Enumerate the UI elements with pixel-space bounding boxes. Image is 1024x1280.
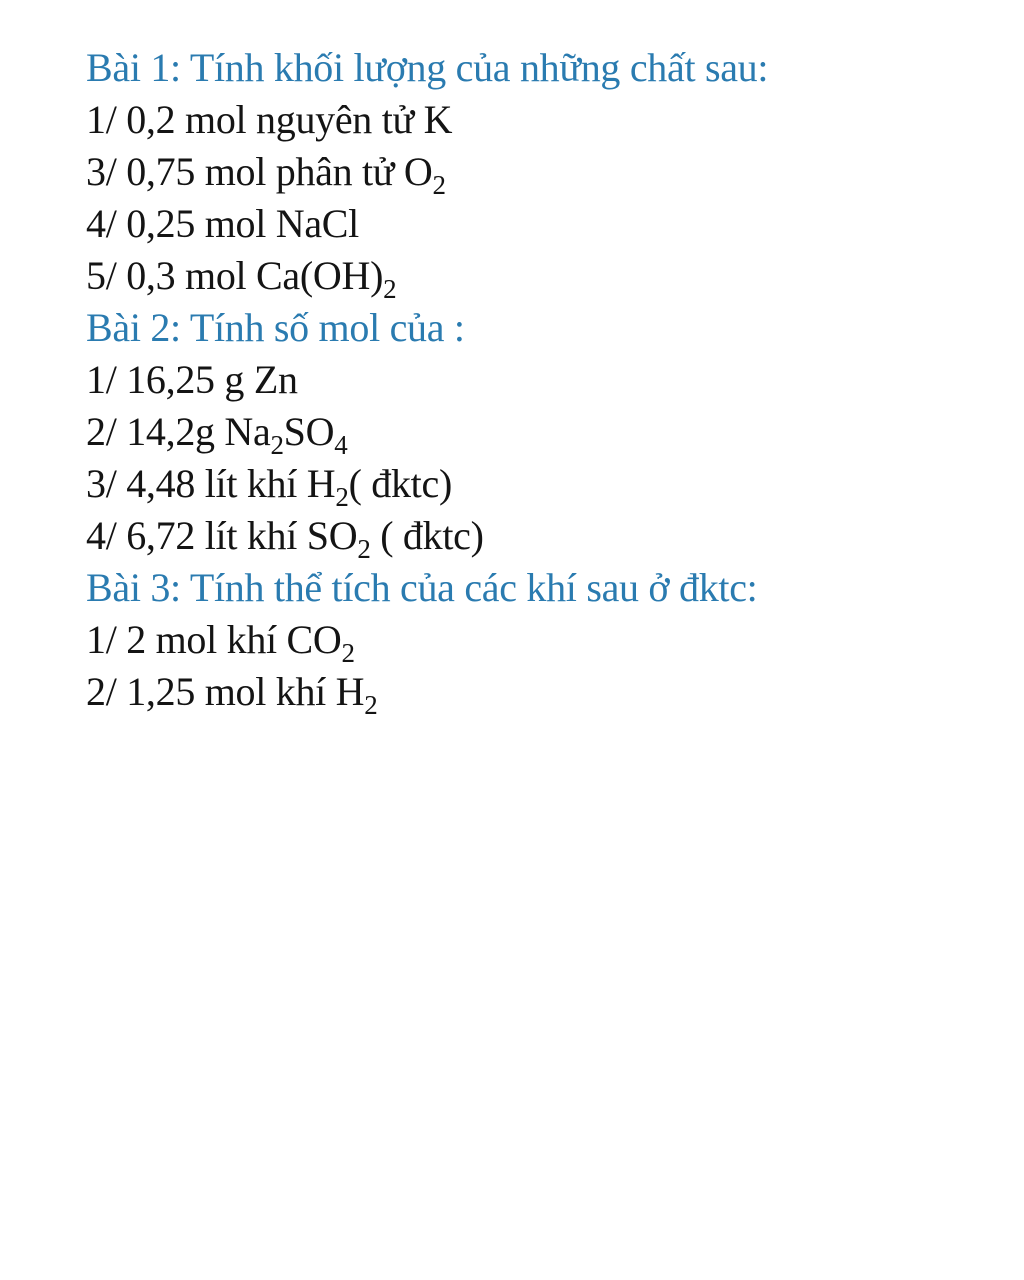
item-text: 1/ 0,2 mol nguyên tử K	[86, 97, 453, 142]
exercise-3-title: Bài 3: Tính thể tích của các khí sau ở đktc:	[86, 565, 758, 610]
exercise-3-item-1	[86, 614, 986, 666]
exercise-1-item-1	[86, 94, 986, 146]
subscript: 2	[335, 482, 349, 512]
subscript: 2	[357, 534, 371, 564]
item-text: 3/ 0,75 mol phân tử O	[86, 149, 433, 194]
item-text: 3/ 4,48 lít khí H	[86, 461, 336, 506]
item-text: 2/ 1,25 mol khí H	[86, 669, 365, 714]
item-text: 2/ 14,2g Na	[86, 409, 271, 454]
exercise-3-item-2	[86, 666, 986, 718]
exercise-list	[86, 42, 986, 718]
subscript: 2	[341, 638, 355, 668]
item-text-suffix: ( đktc)	[370, 513, 484, 558]
subscript: 2	[432, 170, 446, 200]
exercise-1-title: Bài 1: Tính khối lượng của những chất sau:	[86, 45, 769, 90]
exercise-1-item-4	[86, 250, 986, 302]
subscript: 4	[334, 430, 348, 460]
exercise-2-item-2	[86, 406, 986, 458]
subscript: 2	[383, 274, 397, 304]
exercise-2-title: Bài 2: Tính số mol của :	[86, 305, 465, 350]
item-text: 1/ 16,25 g Zn	[86, 357, 298, 402]
exercise-2-item-3	[86, 458, 986, 510]
item-text: 5/ 0,3 mol Ca(OH)	[86, 253, 384, 298]
subscript: 2	[270, 430, 284, 460]
exercise-1-item-3	[86, 198, 986, 250]
item-text: 4/ 0,25 mol NaCl	[86, 201, 359, 246]
item-text-mid: SO	[283, 409, 335, 454]
item-text-suffix: ( đktc)	[348, 461, 452, 506]
exercise-1-item-2	[86, 146, 986, 198]
exercise-2-item-4	[86, 510, 986, 562]
item-text: 4/ 6,72 lít khí SO	[86, 513, 358, 558]
exercise-2-item-1	[86, 354, 986, 406]
subscript: 2	[364, 690, 378, 720]
item-text: 1/ 2 mol khí CO	[86, 617, 342, 662]
